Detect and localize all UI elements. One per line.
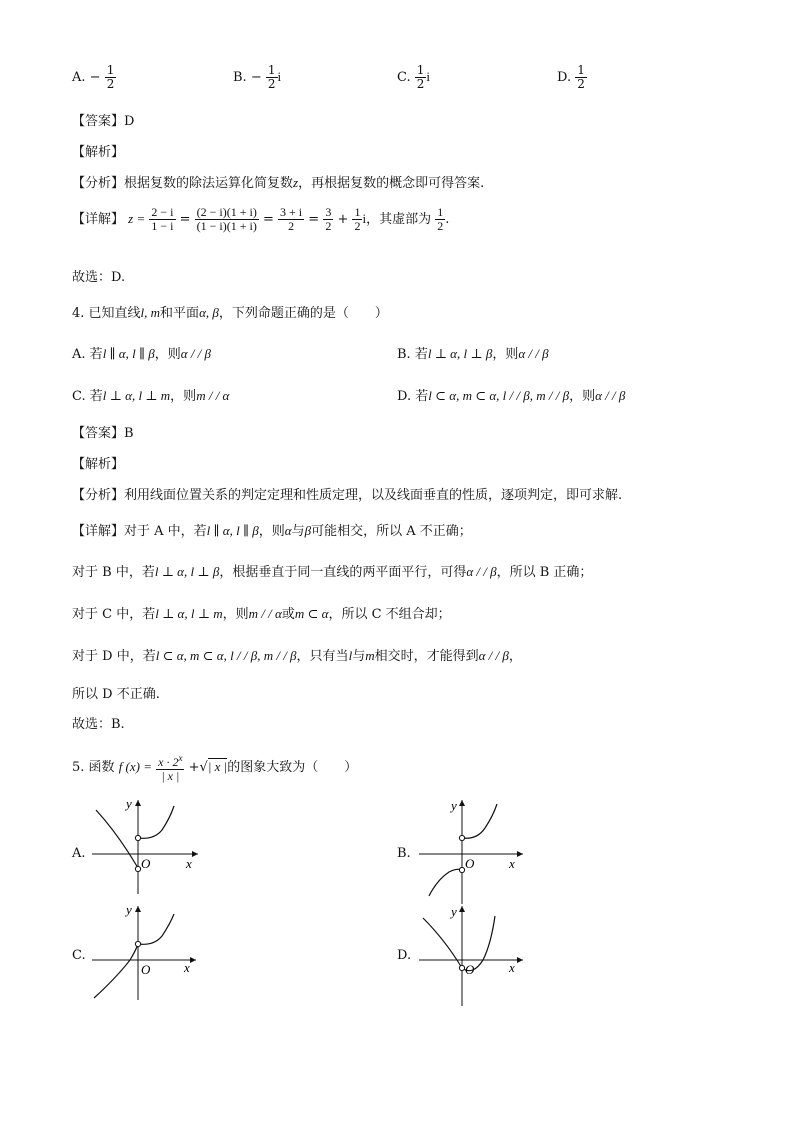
- option-mid: ，则: [492, 347, 519, 362]
- fenxi-text: 利用线面位置关系的判定定理和性质定理，以及线面垂直的性质，逐项判定，即可求解.: [124, 488, 623, 503]
- fenxi-text2: ，再根据复数的概念即可得答案.: [298, 176, 485, 191]
- q4-option-b[interactable]: [397, 343, 549, 362]
- q4-analysis-label: 【解析】: [72, 457, 125, 472]
- option-sign: −: [250, 70, 262, 85]
- option-letter: B.: [233, 70, 247, 85]
- q4-detail-d: [72, 645, 522, 664]
- stem-planes: α, β: [199, 305, 219, 320]
- line-l: l: [348, 648, 353, 663]
- option-fraction: $\frac{1}{2}$: [267, 63, 276, 91]
- line-math2: α / / β: [478, 648, 509, 663]
- detail-tail: ，其虚部为: [366, 212, 432, 227]
- q4-conclusion: 故选：B.: [72, 717, 125, 732]
- line-mid: ，则: [222, 607, 249, 622]
- q4-fenxi: [72, 484, 622, 503]
- stem-lines: l, m: [140, 305, 161, 320]
- option-suffix: i: [426, 69, 431, 84]
- stem-mid: 和平面: [160, 306, 200, 321]
- option-sign: −: [89, 70, 101, 85]
- option-fraction: $\frac{1}{2}$: [416, 63, 425, 91]
- q4-stem: [72, 302, 388, 321]
- y-axis-label: y: [451, 904, 457, 919]
- line-b: β: [304, 523, 312, 538]
- option-fraction: $\frac{1}{2}$: [577, 63, 585, 91]
- option-letter: C.: [72, 389, 86, 404]
- q3-detail: 【详解】 z = $\frac{2 - i}{1 - i}$ = $\frac{(2 - i)(1 + i)}{(1 - i)(1 + i)}$ = $\frac{3 + i}{2}$ = $\frac{3}{2}$ + $\frac{1}{2}$ i，其虚部为 $\frac{1}{2}$ .: [72, 205, 450, 233]
- detail-z: z =: [128, 211, 146, 226]
- line-post: ，所以 C 不组合却；: [328, 607, 451, 622]
- origin-label: O: [141, 962, 151, 977]
- option-letter: A.: [72, 347, 86, 362]
- q4-option-d[interactable]: [397, 385, 625, 404]
- option-pre: 若: [89, 347, 103, 362]
- line-mid2: 或: [281, 607, 295, 622]
- line-mid: ，只有当: [296, 649, 349, 664]
- line-post: ，所以 B 正确；: [496, 565, 593, 580]
- q3-analysis-label: 【解析】: [72, 145, 125, 160]
- frac-3: $\frac{3 + i}{2}$: [280, 205, 303, 233]
- option-mid: ，则: [154, 347, 181, 362]
- stem-pre: 5. 函数: [72, 760, 115, 775]
- sqrt-icon: √: [199, 760, 208, 775]
- line-pre: 对于 B 中，若: [72, 565, 155, 580]
- frac-1: $\frac{2 - i}{1 - i}$: [151, 205, 174, 233]
- stem-post: ，下列命题正确的是（ ）: [218, 306, 388, 321]
- frac-5: $\frac{1}{2}$: [354, 205, 361, 233]
- line-pre: 对于 A 中，若: [124, 524, 207, 539]
- line-math: l ⊥ α, l ⊥ m: [155, 606, 223, 621]
- line-a: α: [284, 523, 292, 538]
- line-math: l ⊂ α, m ⊂ α, l / / β, m / / β: [155, 648, 297, 663]
- line-mid2: 与: [352, 649, 366, 664]
- graph-a-letter: A.: [72, 846, 86, 861]
- option-pre: 若: [89, 389, 103, 404]
- fenxi-text: 根据复数的除法运算化简复数: [124, 176, 294, 191]
- line-post: 可能相交，所以 A 不正确；: [311, 524, 472, 539]
- q4-detail-a: [72, 520, 472, 539]
- line-mid2: 与: [291, 524, 305, 539]
- frac-2: $\frac{(2 - i)(1 + i)}{(1 - i)(1 + i)}$: [196, 205, 257, 233]
- graph-d-letter: D.: [397, 948, 412, 963]
- line-pre: 对于 C 中，若: [72, 607, 156, 622]
- line-m: m: [365, 648, 375, 663]
- x-axis-label: x: [184, 960, 190, 975]
- q3-fenxi: [72, 172, 484, 191]
- frac-6: $\frac{1}{2}$: [437, 205, 444, 233]
- option-letter: B.: [397, 347, 411, 362]
- option-math: l ∥ α, l ∥ β: [102, 346, 155, 361]
- option-suffix: i: [277, 69, 282, 84]
- stem-post: 的图象大致为（ ）: [227, 760, 358, 775]
- stem-pre: 4. 已知直线: [72, 306, 141, 321]
- x-axis-label: x: [186, 856, 192, 871]
- q4-detail-b: [72, 561, 592, 580]
- option-math: l ⊂ α, m ⊂ α, l / / β, m / / β: [428, 388, 570, 403]
- graph-d[interactable]: [415, 902, 535, 1008]
- q4-option-c[interactable]: [72, 385, 229, 404]
- line-post: ，: [508, 649, 522, 664]
- sqrt-body: | x |: [207, 759, 228, 774]
- q5-stem: [72, 752, 357, 783]
- origin-label: O: [465, 962, 475, 977]
- line-math2: m / / α: [248, 606, 282, 621]
- x-axis-label: x: [509, 856, 515, 871]
- graph-c-letter: C.: [72, 948, 86, 963]
- frac-4: $\frac{3}{2}$: [325, 205, 332, 233]
- q4-detail-c: [72, 603, 451, 622]
- origin-label: O: [141, 856, 151, 871]
- option-math: l ⊥ α, l ⊥ m: [102, 388, 171, 403]
- option-math2: m / / α: [196, 388, 230, 403]
- line-math: l ⊥ α, l ⊥ β: [154, 564, 220, 579]
- line-math2: α / / β: [466, 564, 497, 579]
- option-pre: 若: [414, 347, 428, 362]
- x-axis-label: x: [509, 960, 515, 975]
- answer-value: D: [124, 114, 135, 129]
- detail-end: .: [445, 212, 450, 227]
- option-math2: α / / β: [180, 346, 212, 361]
- fenxi-var: z: [293, 175, 299, 190]
- line-math: l ∥ α, l ∥ β: [206, 523, 259, 538]
- q3-option-d[interactable]: [557, 64, 587, 91]
- q3-conclusion: 故选：D.: [72, 270, 126, 285]
- option-letter: D.: [397, 389, 412, 404]
- detail-label: 【详解】: [72, 212, 125, 227]
- option-letter: C.: [397, 70, 411, 85]
- option-pre: 若: [415, 389, 429, 404]
- y-axis-label: y: [451, 798, 457, 813]
- q3-answer: [72, 110, 134, 129]
- line-mid: ，则: [258, 524, 285, 539]
- y-axis-label: y: [126, 902, 132, 917]
- q4-detail-d2: 所以 D 不正确.: [72, 687, 160, 702]
- q4-answer: [72, 422, 134, 441]
- answer-label: 【答案】: [72, 114, 125, 129]
- option-math2: α / / β: [518, 346, 549, 361]
- option-fraction: $\frac{1}{2}$: [106, 63, 115, 91]
- line-pre: 对于 D 中，若: [72, 649, 156, 664]
- option-mid: ，则: [170, 389, 197, 404]
- stem-plus: +: [188, 760, 200, 775]
- option-math2: α / / β: [595, 388, 626, 403]
- answer-value: B: [124, 426, 134, 441]
- answer-label: 【答案】: [72, 426, 125, 441]
- option-mid: ，则: [569, 389, 596, 404]
- option-letter: D.: [557, 70, 572, 85]
- option-letter: A.: [72, 70, 86, 85]
- y-axis-label: y: [126, 796, 132, 811]
- graph-c[interactable]: [88, 902, 208, 1002]
- line-math3: m ⊂ α: [294, 606, 329, 621]
- option-math: l ⊥ α, l ⊥ β: [427, 346, 493, 361]
- detail-label: 【详解】: [72, 524, 125, 539]
- graph-b-letter: B.: [397, 846, 411, 861]
- q3-option-a[interactable]: [72, 64, 116, 91]
- line-mid: ，根据垂直于同一直线的两平面平行，可得: [219, 565, 467, 580]
- q3-option-c[interactable]: [397, 64, 430, 91]
- q4-option-a[interactable]: [72, 343, 211, 362]
- stem-frac: $\frac{x \cdot 2^x}{| x |}$: [158, 753, 183, 783]
- line-mid3: 相交时，才能得到: [374, 649, 479, 664]
- fenxi-label: 【分析】: [72, 176, 125, 191]
- origin-label: O: [465, 856, 475, 871]
- stem-fx: f (x) =: [118, 759, 152, 774]
- graph-a[interactable]: [88, 796, 208, 896]
- q3-option-b[interactable]: [233, 64, 281, 91]
- graph-b[interactable]: [415, 796, 535, 906]
- fenxi-label: 【分析】: [72, 488, 125, 503]
